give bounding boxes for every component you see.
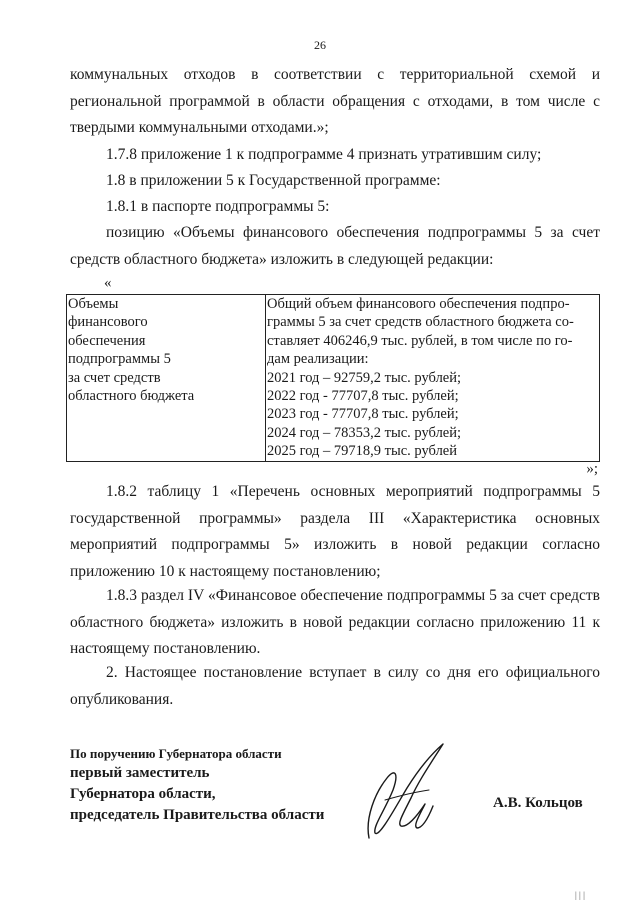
- paragraph-1-8: 1.8 в приложении 5 к Государственной программе:: [106, 172, 441, 189]
- page-number: 26: [314, 38, 326, 52]
- cell-line: Общий объем финансового обеспечения подпро-: [267, 296, 570, 312]
- cell-line: 2024 год – 78353,2 тыс. рублей;: [267, 424, 462, 441]
- paragraph-1-8-3: 1.8.3 раздел IV «Финансовое обеспечение подпрограммы 5 за счет средств областного бюджета» изложить в новой редакции согласно приложению 11 к настоящему постановлению.: [70, 587, 600, 657]
- paragraph-position: позицию «Объемы финансового обеспечения подпрограммы 5 за счет средств областного бюджета» изложить в следующей редакции:: [70, 224, 600, 268]
- cell-line: 2022 год - 77707,8 тыс. рублей;: [267, 388, 459, 405]
- paragraph-2: 2. Настоящее постановление вступает в силу со дня его официального опубликования.: [70, 664, 600, 708]
- cell-line: Объемы: [68, 296, 119, 312]
- table-row: [67, 295, 600, 462]
- cell-line: подпрограммы 5: [68, 351, 171, 368]
- signatory-line: первый заместитель: [70, 765, 210, 781]
- cell-line: граммы 5 за счет средств областного бюджета со-: [267, 314, 574, 331]
- paragraph-1-8-2: 1.8.2 таблицу 1 «Перечень основных мероприятий подпрограммы 5 государственной программы» раздела III «Характеристика основных мероприятий подпрограммы 5» изложить в новой редакции согласно приложению 10 к настоящему постановлению;: [70, 483, 600, 580]
- paragraph-1-8-1: 1.8.1 в паспорте подпрограммы 5:: [106, 198, 330, 215]
- passport-table: [66, 294, 600, 462]
- signatory-line: председатель Правительства области: [70, 807, 325, 823]
- handwritten-signature: [355, 738, 475, 843]
- cell-line: финансового: [68, 314, 148, 331]
- signatory-block: [70, 745, 324, 826]
- signatory-line: По поручению Губернатора области: [70, 746, 282, 761]
- corner-mark: | | |: [575, 890, 585, 900]
- cell-line: обеспечения: [68, 332, 146, 349]
- quote-open: «: [104, 275, 112, 291]
- cell-line: за счет средств: [68, 369, 161, 386]
- cell-line: 2023 год - 77707,8 тыс. рублей;: [267, 406, 459, 423]
- cell-line: 2021 год – 92759,2 тыс. рублей;: [267, 369, 462, 386]
- cell-line: областного бюджета: [68, 388, 195, 405]
- table-cell-value: [266, 295, 600, 462]
- signatory-name: А.В. Кольцов: [493, 795, 583, 811]
- cell-line: 2025 год – 79718,9 тыс. рублей: [267, 443, 458, 460]
- cell-line: ставляет 406246,9 тыс. рублей, в том числе по го-: [267, 332, 573, 349]
- quote-close: »;: [586, 461, 598, 477]
- paragraph-1-7-8: 1.7.8 приложение 1 к подпрограмме 4 признать утратившим силу;: [106, 146, 542, 163]
- cell-line: дам реализации:: [267, 351, 369, 368]
- signatory-line: Губернатора области,: [70, 786, 216, 802]
- table-cell-label: [67, 295, 266, 462]
- paragraph-continuation: коммунальных отходов в соответствии с территориальной схемой и региональной программой в области обращения с отходами, в том числе с твердыми коммунальными отходами.»;: [70, 66, 600, 136]
